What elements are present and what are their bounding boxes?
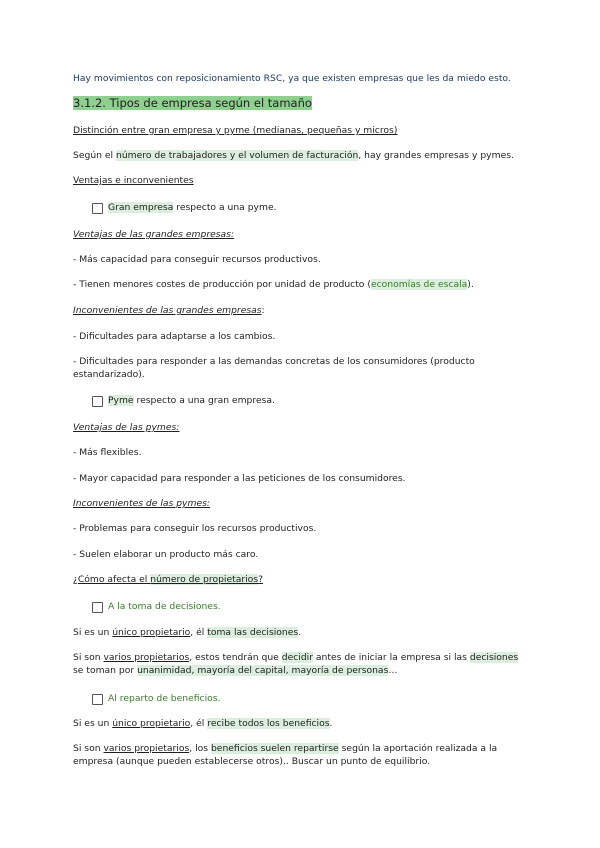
varios-ben-post: según la aportación realizada a la empresa (aunque pueden establecerse otros).. Buscar un punto de equilibrio. (73, 743, 498, 767)
pyme-rest: respecto a una gran empresa. (133, 395, 275, 406)
section-title (73, 96, 312, 111)
varios-dec-hl1: decidir (281, 652, 313, 663)
item2-post: ). (467, 279, 474, 290)
unico-dec-highlight: toma las decisiones (207, 627, 299, 638)
unico-beneficios-paragraph (73, 717, 332, 730)
varios-dec-pre: Si son (73, 652, 104, 663)
varios-dec-mid3: se toman por (73, 665, 138, 676)
according-highlight: número de trabajadores y el volumen de facturación (116, 150, 359, 161)
ventajas-grandes-item-2 (73, 278, 474, 291)
inconvenientes-grandes-heading (73, 304, 265, 317)
checkbox-decisiones-label: A la toma de decisiones. (108, 601, 221, 612)
varios-dec-hl3: unanimidad, mayoría del capital, mayoría de personas (137, 665, 389, 676)
economias-escala-link[interactable]: economías de escala (370, 279, 468, 290)
varios-dec-mid1: , estos tendrán que (189, 652, 282, 663)
inconvenientes-pymes-item-2: - Suelen elaborar un producto más caro. (73, 549, 259, 560)
varios-ben-mid: , los (189, 743, 211, 754)
unico-dec-mid: , él (190, 627, 208, 638)
varios-ben-underlined: varios propietarios (103, 743, 190, 754)
gran-empresa-rest: respecto a una pyme. (173, 202, 277, 213)
gran-empresa-highlight: Gran empresa (108, 202, 174, 213)
pyme-highlight: Pyme (108, 395, 134, 406)
according-paragraph (73, 149, 514, 162)
unico-dec-post: . (298, 627, 302, 638)
unico-ben-post: . (329, 718, 333, 729)
checkbox-beneficios[interactable] (92, 694, 103, 705)
varios-dec-post: … (388, 665, 398, 676)
ventajas-pymes-item-1: - Más flexibles. (73, 447, 142, 458)
varios-dec-mid2: antes de iniciar la empresa si las (313, 652, 470, 663)
propietarios-pre: ¿Cómo afecta el (73, 574, 151, 585)
section-title-text: 3.1.2. Tipos de empresa según el tamaño (73, 96, 312, 110)
ventajas-grandes-item-1: - Más capacidad para conseguir recursos productivos. (73, 254, 321, 265)
ventajas-grandes-heading: Ventajas de las grandes empresas: (73, 229, 235, 240)
checkbox-beneficios-label: Al reparto de beneficios. (108, 693, 221, 704)
unico-dec-pre: Si es un (73, 627, 113, 638)
inconvenientes-grandes-item-1: - Dificultades para adaptarse a los cambios. (73, 331, 276, 342)
varios-decisiones-paragraph (73, 651, 528, 677)
propietarios-heading (73, 573, 263, 586)
item2-pre: - Tienen menores costes de producción por unidad de producto ( (73, 279, 371, 290)
propietarios-post: ? (258, 574, 263, 585)
according-post: , hay grandes empresas y pymes. (358, 150, 514, 161)
inconvenientes-pymes-heading: Inconvenientes de las pymes: (73, 498, 210, 509)
checkbox-pyme-label (108, 394, 275, 407)
checkbox-pyme[interactable] (92, 396, 103, 407)
varios-beneficios-paragraph (73, 742, 528, 768)
checkbox-decisiones[interactable] (92, 602, 103, 613)
unico-ben-mid: , él (190, 718, 208, 729)
varios-ben-pre: Si son (73, 743, 104, 754)
propietarios-highlight: número de propietarios (150, 574, 259, 585)
unico-ben-underlined: único propietario (112, 718, 191, 729)
inconvenientes-pymes-item-1: - Problemas para conseguir los recursos productivos. (73, 523, 317, 534)
varios-dec-hl2: decisiones (469, 652, 519, 663)
ventajas-pymes-heading: Ventajas de las pymes: (73, 422, 180, 433)
varios-ben-highlight: beneficios suelen repartirse (210, 743, 339, 754)
inconvenientes-grandes-heading-text: Inconvenientes de las grandes empresas (73, 305, 262, 316)
ventajas-pymes-item-2: - Mayor capacidad para responder a las peticiones de los consumidores. (73, 473, 406, 484)
unico-ben-highlight: recibe todos los beneficios (207, 718, 330, 729)
according-pre: Según el (73, 150, 117, 161)
inconvenientes-grandes-suffix: : (261, 305, 265, 316)
unico-dec-underlined: único propietario (112, 627, 191, 638)
checkbox-gran-empresa[interactable] (92, 203, 103, 214)
intro-paragraph: Hay movimientos con reposicionamiento RSC, ya que existen empresas que les da miedo esto. (73, 73, 511, 84)
varios-dec-underlined: varios propietarios (103, 652, 190, 663)
distinction-heading: Distinción entre gran empresa y pyme (medianas, pequeñas y micros) (73, 125, 398, 136)
unico-ben-pre: Si es un (73, 718, 113, 729)
inconvenientes-grandes-item-2: - Dificultades para responder a las demandas concretas de los consumidores (producto estandarizado). (73, 356, 475, 380)
ventajas-heading: Ventajas e inconvenientes (73, 175, 194, 186)
checkbox-gran-empresa-label (108, 201, 277, 214)
unico-decisiones-paragraph (73, 626, 301, 639)
